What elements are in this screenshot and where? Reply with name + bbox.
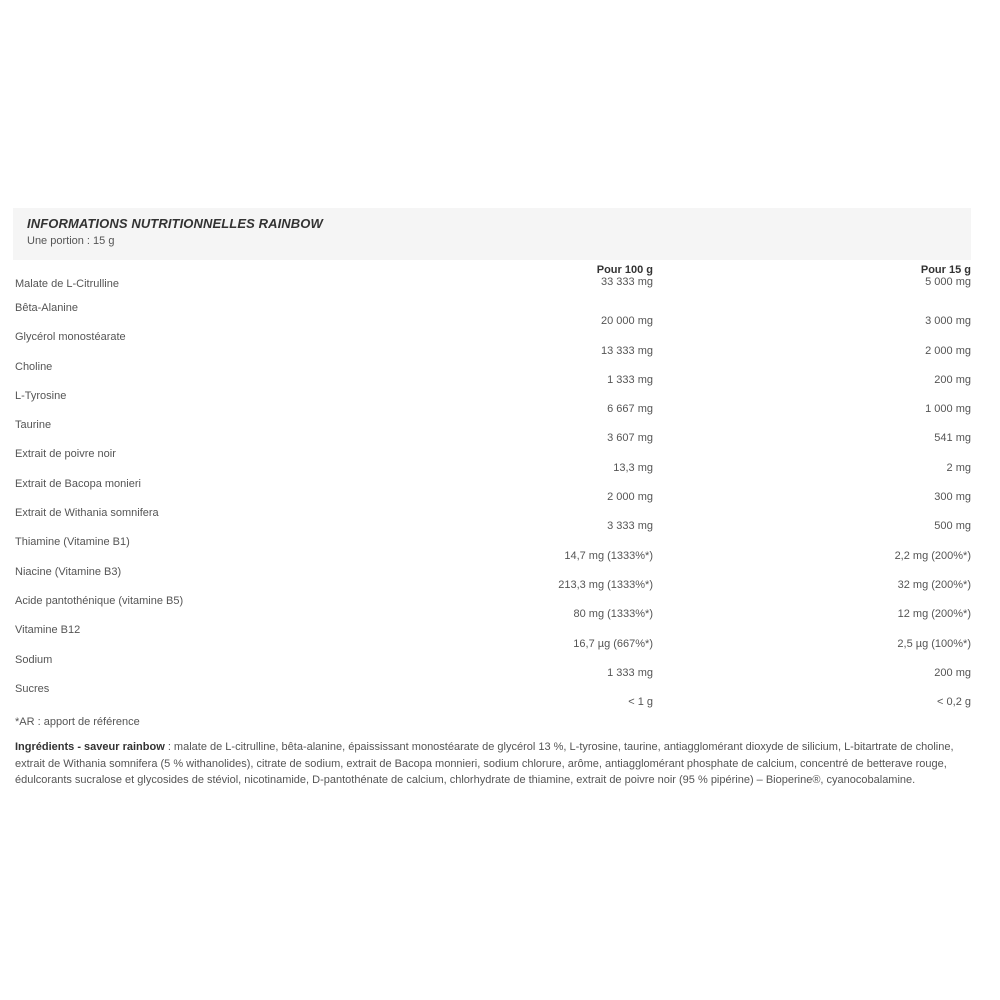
table-row bbox=[13, 359, 971, 388]
value-per-100g: 1 333 mg bbox=[607, 666, 653, 679]
table-row bbox=[13, 593, 971, 622]
table-row bbox=[13, 652, 971, 681]
serving-size: Une portion : 15 g bbox=[27, 235, 115, 247]
nutrition-header bbox=[13, 208, 971, 260]
value-per-100g: 1 333 mg bbox=[607, 373, 653, 386]
nutrient-name: Extrait de Bacopa monieri bbox=[15, 477, 141, 490]
nutrition-table bbox=[13, 260, 971, 710]
table-row bbox=[13, 534, 971, 563]
nutrient-name: Bêta-Alanine bbox=[15, 302, 78, 314]
nutrient-name: Extrait de poivre noir bbox=[15, 448, 116, 461]
nutrition-table-body bbox=[13, 276, 971, 710]
value-per-15g: < 0,2 g bbox=[937, 696, 971, 709]
value-per-100g: 13,3 mg bbox=[613, 461, 653, 474]
value-per-100g: 16,7 µg (667%*) bbox=[573, 637, 653, 650]
value-per-15g: 200 mg bbox=[934, 373, 971, 386]
value-per-15g: 12 mg (200%*) bbox=[897, 608, 971, 621]
table-row bbox=[13, 276, 971, 300]
nutrient-name: Niacine (Vitamine B3) bbox=[15, 565, 122, 578]
table-header-row bbox=[13, 260, 971, 276]
value-per-100g: 3 333 mg bbox=[607, 520, 653, 533]
value-per-100g: 6 667 mg bbox=[607, 403, 653, 416]
table-row bbox=[13, 681, 971, 710]
value-per-15g: 2,2 mg (200%*) bbox=[894, 549, 971, 562]
value-per-15g: 541 mg bbox=[934, 432, 971, 445]
value-per-100g: 80 mg (1333%*) bbox=[573, 608, 653, 621]
nutrient-name: Choline bbox=[15, 360, 53, 373]
nutrient-name: Vitamine B12 bbox=[15, 624, 81, 637]
value-per-15g: 32 mg (200%*) bbox=[897, 578, 971, 591]
table-row bbox=[13, 476, 971, 505]
value-per-100g: < 1 g bbox=[628, 696, 653, 709]
value-per-100g: 33 333 mg bbox=[601, 276, 653, 288]
nutrient-name: L-Tyrosine bbox=[15, 389, 67, 402]
nutrient-name: Acide pantothénique (vitamine B5) bbox=[15, 594, 184, 607]
value-per-15g: 2,5 µg (100%*) bbox=[897, 637, 971, 650]
column-header-per15: Pour 15 g bbox=[920, 264, 971, 276]
value-per-15g: 5 000 mg bbox=[925, 276, 971, 288]
table-row bbox=[13, 300, 971, 329]
table-row bbox=[13, 564, 971, 593]
value-per-100g: 20 000 mg bbox=[601, 315, 653, 328]
nutrient-name: Sodium bbox=[15, 653, 53, 666]
value-per-15g: 200 mg bbox=[934, 666, 971, 679]
value-per-15g: 1 000 mg bbox=[925, 403, 971, 416]
value-per-100g: 3 607 mg bbox=[607, 432, 653, 445]
value-per-15g: 3 000 mg bbox=[925, 315, 971, 328]
nutrient-name: Glycérol monostéarate bbox=[15, 331, 126, 344]
ingredients-text: : malate de L-citrulline, bêta-alanine, épaississant monostéarate de glycérol 13 %, L-tyrosine, taurine, antiagglomérant dioxyde de silicium, L-bitartrate de choline, extrait de Withania somnifera (5 % withanolides), citrate de sodium, extrait de Bacopa monnieri, sodium chlorure, arôme, antiagglomérant phosphate de calcium, concentré de betterave rouge, édulcorants sucralose et glycosides de stéviol, nicotinamide, D-pantothénate de calcium, chlorhydrate de thiamine, extrait de poivre noir (95 % pipérine) – Bioperine®, cyanocobalamine. bbox=[15, 741, 954, 787]
value-per-15g: 2 mg bbox=[946, 461, 971, 474]
nutrient-name: Taurine bbox=[15, 419, 52, 432]
table-row bbox=[13, 417, 971, 446]
table-row bbox=[13, 388, 971, 417]
column-header-per100: Pour 100 g bbox=[596, 264, 653, 276]
value-per-100g: 13 333 mg bbox=[601, 344, 653, 357]
value-per-15g: 500 mg bbox=[934, 520, 971, 533]
column-header-name bbox=[13, 260, 473, 276]
ingredients-label: Ingrédients - saveur rainbow bbox=[15, 741, 165, 754]
value-per-15g: 2 000 mg bbox=[925, 344, 971, 357]
value-per-100g: 14,7 mg (1333%*) bbox=[564, 549, 653, 562]
nutrient-name: Malate de L-Citrulline bbox=[15, 278, 119, 290]
nutrient-name: Sucres bbox=[15, 682, 50, 695]
nutrient-name: Thiamine (Vitamine B1) bbox=[15, 536, 130, 549]
value-per-100g: 2 000 mg bbox=[607, 491, 653, 504]
table-row bbox=[13, 505, 971, 534]
value-per-15g: 300 mg bbox=[934, 491, 971, 504]
nutrient-name: Extrait de Withania somnifera bbox=[15, 507, 159, 520]
table-row bbox=[13, 329, 971, 358]
nutrition-panel bbox=[13, 208, 971, 789]
value-per-100g: 213,3 mg (1333%*) bbox=[558, 578, 653, 591]
table-row bbox=[13, 622, 971, 651]
reference-footnote: *AR : apport de référence bbox=[15, 716, 140, 729]
nutrition-title: INFORMATIONS NUTRITIONNELLES RAINBOW bbox=[27, 216, 323, 231]
table-row bbox=[13, 446, 971, 475]
ingredients-paragraph bbox=[13, 739, 965, 789]
